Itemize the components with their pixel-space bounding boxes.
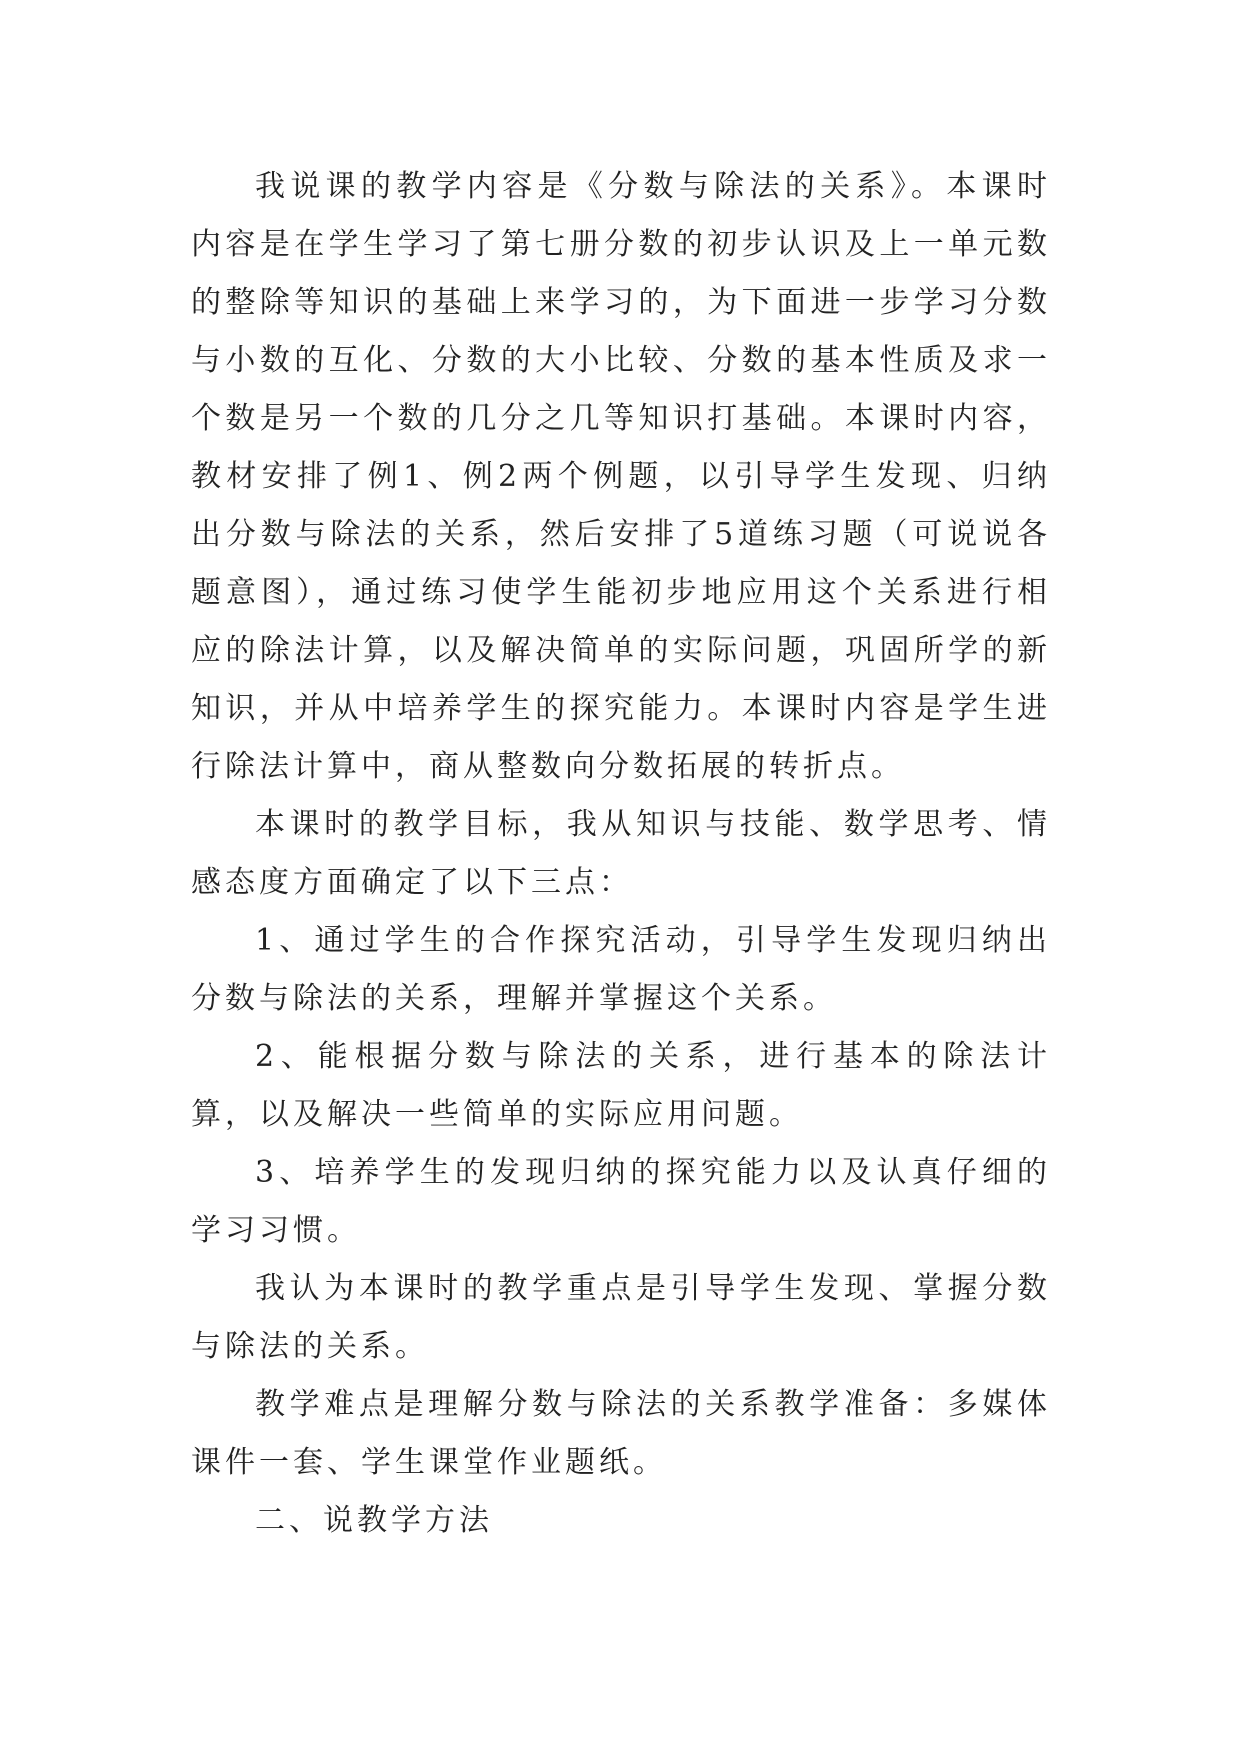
paragraph-goal-1: 1、通过学生的合作探究活动，引导学生发现归纳出分数与除法的关系，理解并掌握这个关系。 <box>191 923 1051 1016</box>
paragraph-teaching-content: 我说课的教学内容是《分数与除法的关系》。本课时内容是在学生学习了第七册分数的初步认识及上一单元数的整除等知识的基础上来学习的，为下面进一步学习分数与小数的互化、分数的大小比较、分数的基本性质及求一个数是另一个数的几分之几等知识打基础。本课时内容，教材安排了例1、例2两个例题，以引导学生发现、归纳出分数与除法的关系，然后安排了5道练习题（可说说各题意图），通过练习使学生能初步地应用这个关系进行相应的除法计算，以及解决简单的实际问题，巩固所学的新知识，并从中培养学生的探究能力。本课时内容是学生进行除法计算中，商从整数向分数拓展的转折点。 <box>191 169 1051 784</box>
paragraph-difficulty-preparation: 教学难点是理解分数与除法的关系教学准备：多媒体课件一套、学生课堂作业题纸。 <box>191 1387 1051 1480</box>
section-heading-teaching-method: 二、说教学方法 <box>255 1503 493 1538</box>
paragraph-teaching-goals-intro: 本课时的教学目标，我从知识与技能、数学思考、情感态度方面确定了以下三点： <box>191 807 1051 900</box>
paragraph-goal-2: 2、能根据分数与除法的关系，进行基本的除法计算，以及解决一些简单的实际应用问题。 <box>191 1039 1051 1132</box>
paragraph-goal-3: 3、培养学生的发现归纳的探究能力以及认真仔细的学习习惯。 <box>191 1155 1051 1248</box>
document-body <box>191 158 1051 1550</box>
paragraph-key-point: 我认为本课时的教学重点是引导学生发现、掌握分数与除法的关系。 <box>191 1271 1051 1364</box>
